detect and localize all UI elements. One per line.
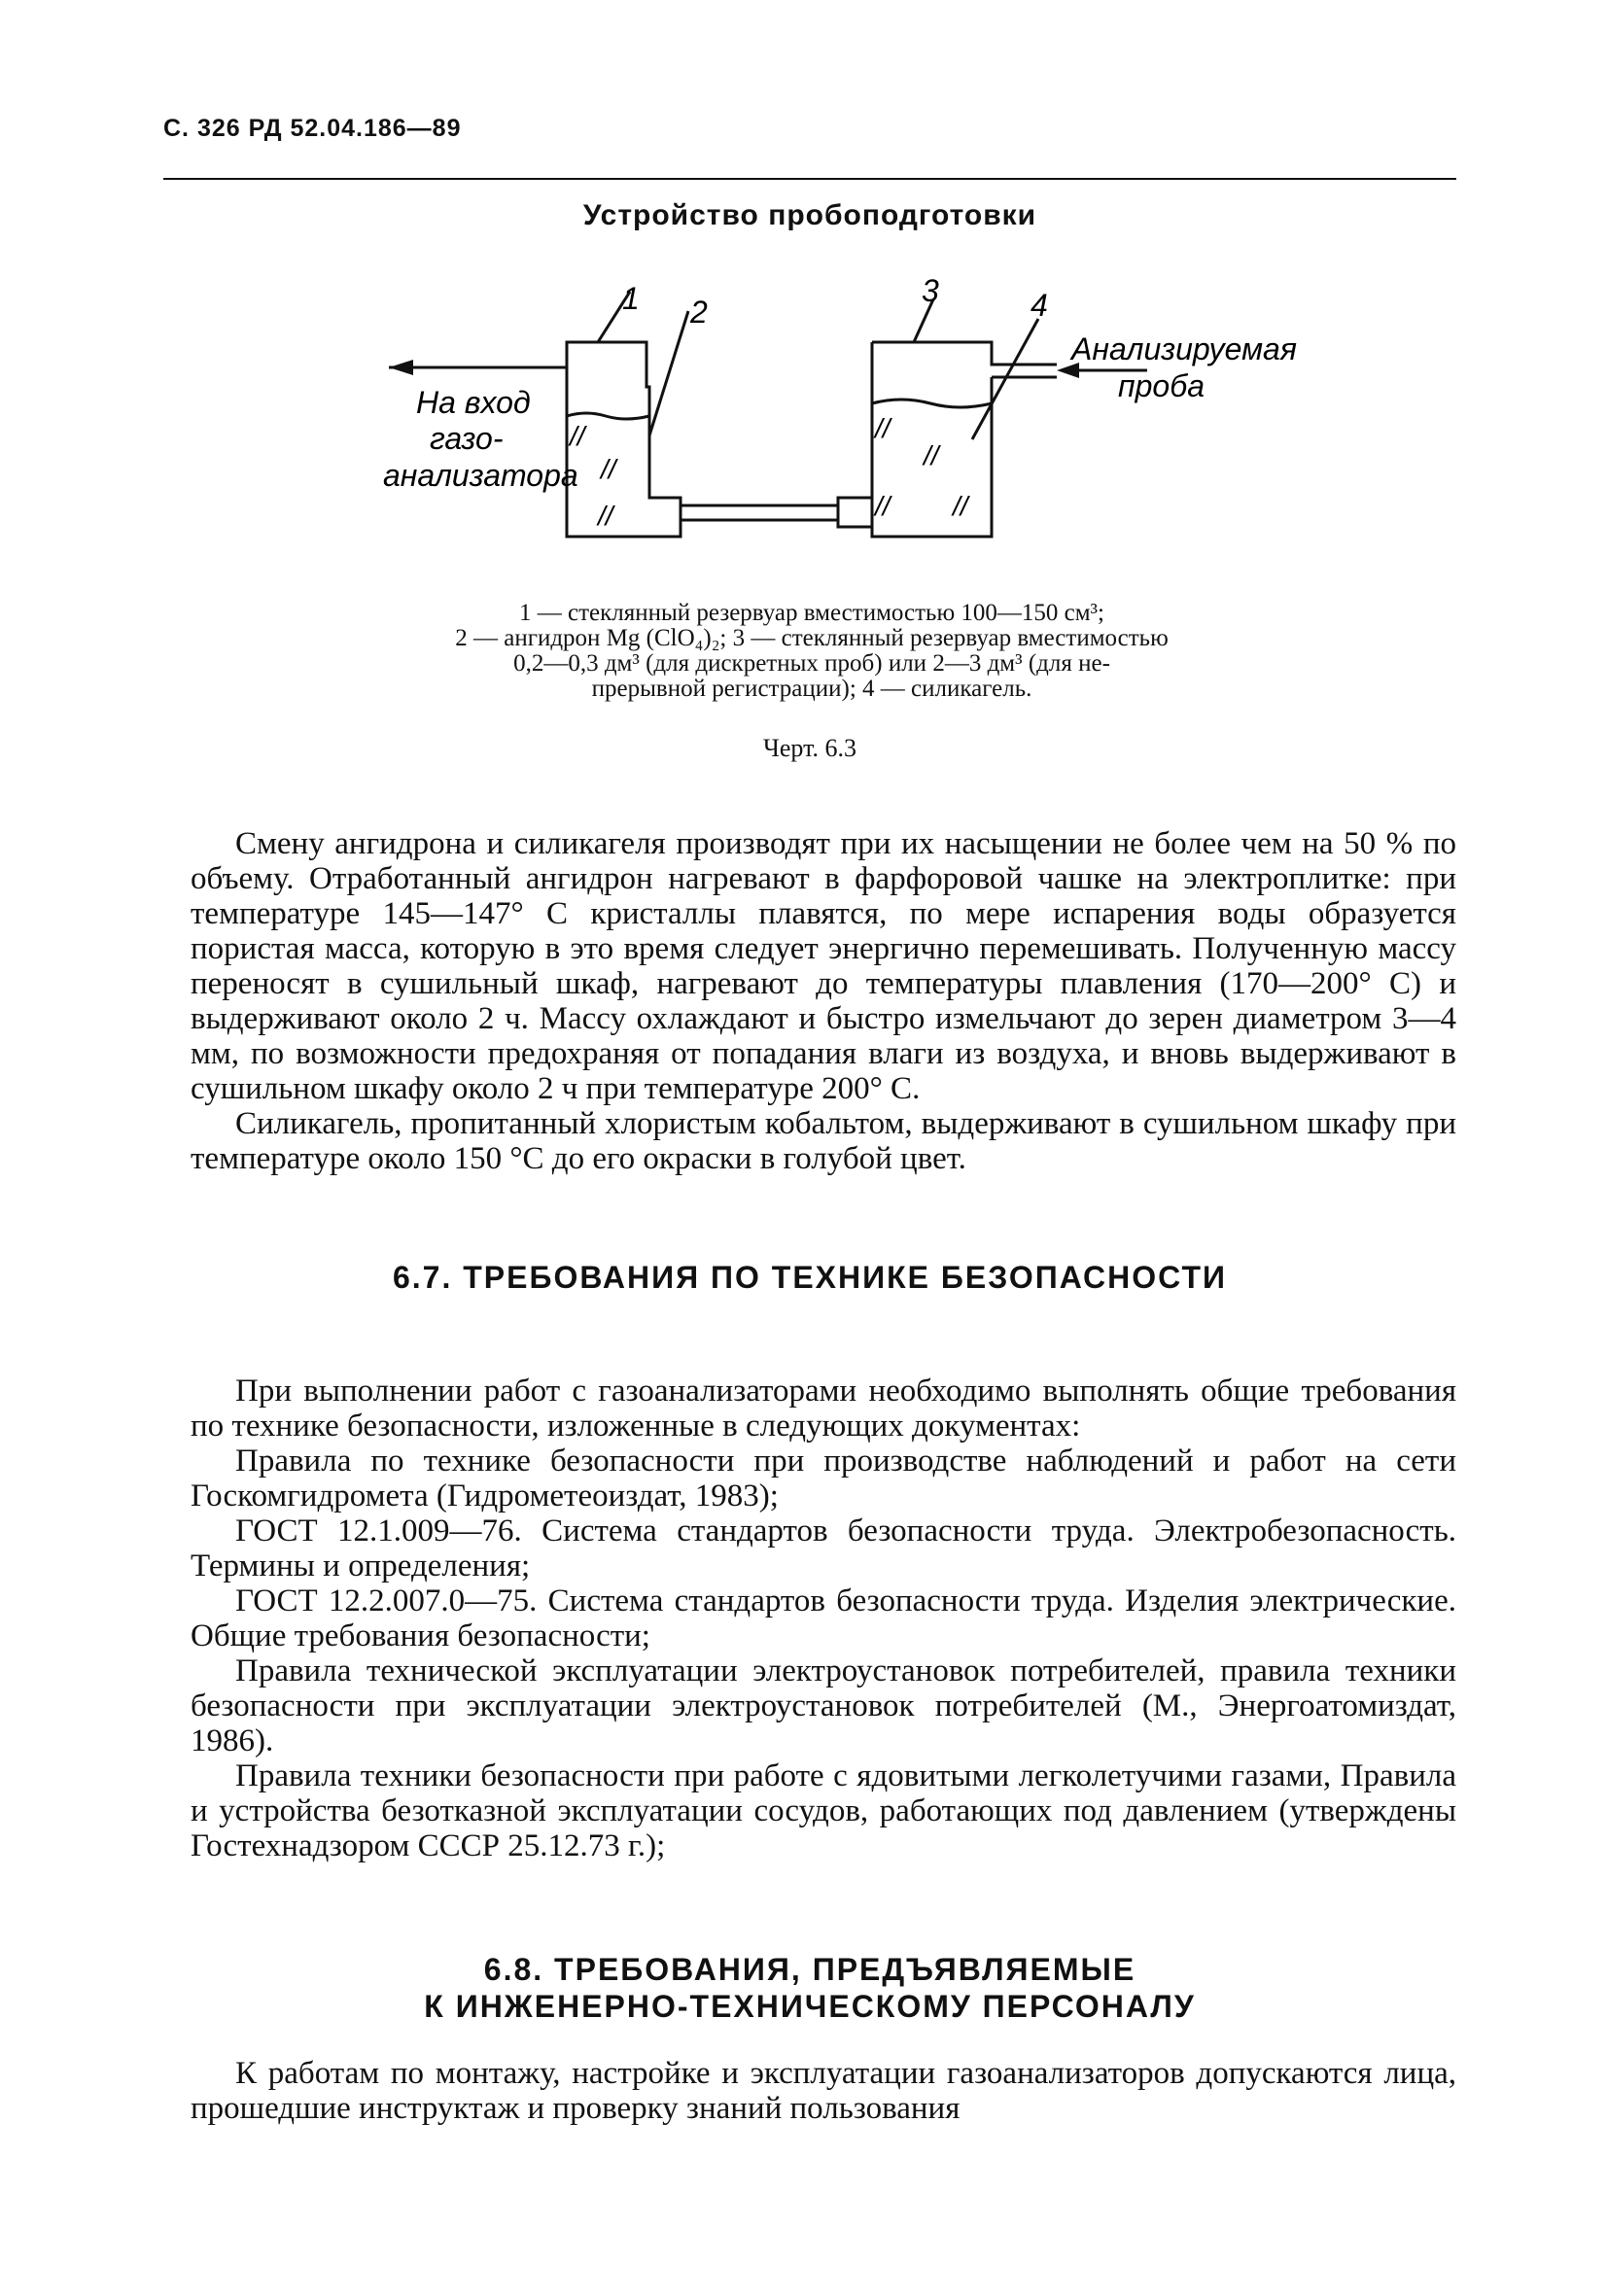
figure-caption [360, 601, 1264, 702]
liquid-level-1 [567, 413, 649, 419]
caption-line: 2 — ангидрон Mg (ClO₄)₂; 3 — стеклянный резервуар вместимостью [455, 625, 1169, 651]
hatch-mark: // [570, 421, 585, 451]
paragraph: Правила по технике безопасности при производстве наблюдений и работ на сети Госкомгидромета (Гидрометеоиздат, 1983); [191, 1444, 1456, 1513]
leader-2 [649, 311, 688, 435]
leader-4 [972, 319, 1038, 439]
paragraph: Правила технической эксплуатации электроустановок потребителей, правила техники безопасности при эксплуатации электроустановок потребителей (М., Энергоатомиздат, 1986). [191, 1653, 1456, 1758]
right-label-line2: проба [1118, 368, 1205, 403]
label-4: 4 [1031, 288, 1048, 323]
paragraph: Силикагель, пропитанный хлористым кобальтом, выдерживают в сушильном шкафу при температуре около 150 °С до его окраски в голубой цвет. [191, 1106, 1456, 1176]
paragraph: К работам по монтажу, настройке и эксплуатации газоанализаторов допускаются лица, прошедшие инструктаж и проверку знаний пользования [191, 2056, 1456, 2126]
right-label-line1: Анализируемая [1071, 331, 1297, 366]
paragraph: ГОСТ 12.1.009—76. Система стандартов безопасности труда. Электробезопасность. Термины и определения; [191, 1513, 1456, 1583]
caption-line: 0,2—0,3 дм³ (для дискретных проб) или 2—3 дм³ (для не- [513, 650, 1110, 677]
label-3: 3 [922, 273, 939, 308]
figure-title: Устройство пробоподготовки [582, 199, 1037, 231]
hatch-mark: // [598, 501, 613, 531]
heading-line: К ИНЖЕНЕРНО-ТЕХНИЧЕСКОМУ ПЕРСОНАЛУ [424, 1989, 1196, 2024]
section-heading-6-8 [163, 1951, 1456, 2025]
outlet-arrow [389, 360, 413, 375]
hatch-mark: // [601, 454, 616, 484]
paragraph: Правила техники безопасности при работе с ядовитыми легколетучими газами, Правила и устройства безотказной эксплуатации сосудов, работающих под давлением (утверждены Гостехнадзором СССР 25.12.73 г.); [191, 1758, 1456, 1863]
running-header: С. 326 РД 52.04.186—89 [163, 115, 462, 142]
caption-line: прерывной регистрации); 4 — силикагель. [591, 676, 1032, 702]
section-heading-6-7: 6.7. ТРЕБОВАНИЯ ПО ТЕХНИКЕ БЕЗОПАСНОСТИ [392, 1260, 1228, 1295]
left-label-line2: газо- [430, 421, 504, 456]
figure-number: Черт. 6.3 [762, 734, 856, 762]
hatch-mark: // [875, 491, 891, 521]
text-block-6-7 [191, 1374, 1456, 1863]
label-1: 1 [622, 281, 640, 316]
left-label-line1: На вход [416, 385, 531, 420]
paragraph: Смену ангидрона и силикагеля производят при их насыщении не более чем на 50 % по объему. Отработанный ангидрон нагревают в фарфоровой чашке на электроплитке: при температуре 145—147° С кристаллы плавятся, по мере испарения воды образуется пористая масса, которую в это время следует энергично перемешивать. Полученную массу переносят в сушильный шкаф, нагревают до температуры плавления (170—200° С) и выдерживают около 2 ч. Массу охлаждают и быстро измельчают до зерен диаметром 3—4 мм, по возможности предохраняя от попадания влаги из воздуха, и вновь выдерживают в сушильном шкафу около 2 ч при температуре 200° С. [191, 826, 1456, 1106]
paragraph: ГОСТ 12.2.007.0—75. Система стандартов безопасности труда. Изделия электрические. Общие требования безопасности; [191, 1583, 1456, 1653]
paragraph: При выполнении работ с газоанализаторами необходимо выполнять общие требования по технике безопасности, изложенные в следующих документах: [191, 1374, 1456, 1444]
liquid-level-3 [872, 400, 992, 407]
text-block-6-8 [191, 2056, 1456, 2126]
left-label-line3: анализатора [383, 458, 578, 493]
label-2: 2 [690, 295, 708, 330]
caption-line: 1 — стеклянный резервуар вместимостью 100—150 см³; [519, 600, 1104, 626]
sample-prep-diagram [0, 0, 1607, 603]
hatch-mark: // [953, 491, 968, 521]
hatch-mark: // [875, 413, 891, 443]
hatch-mark: // [924, 440, 939, 470]
text-block-1 [191, 826, 1456, 1176]
heading-line: 6.8. ТРЕБОВАНИЯ, ПРЕДЪЯВЛЯЕМЫЕ [483, 1952, 1136, 1987]
